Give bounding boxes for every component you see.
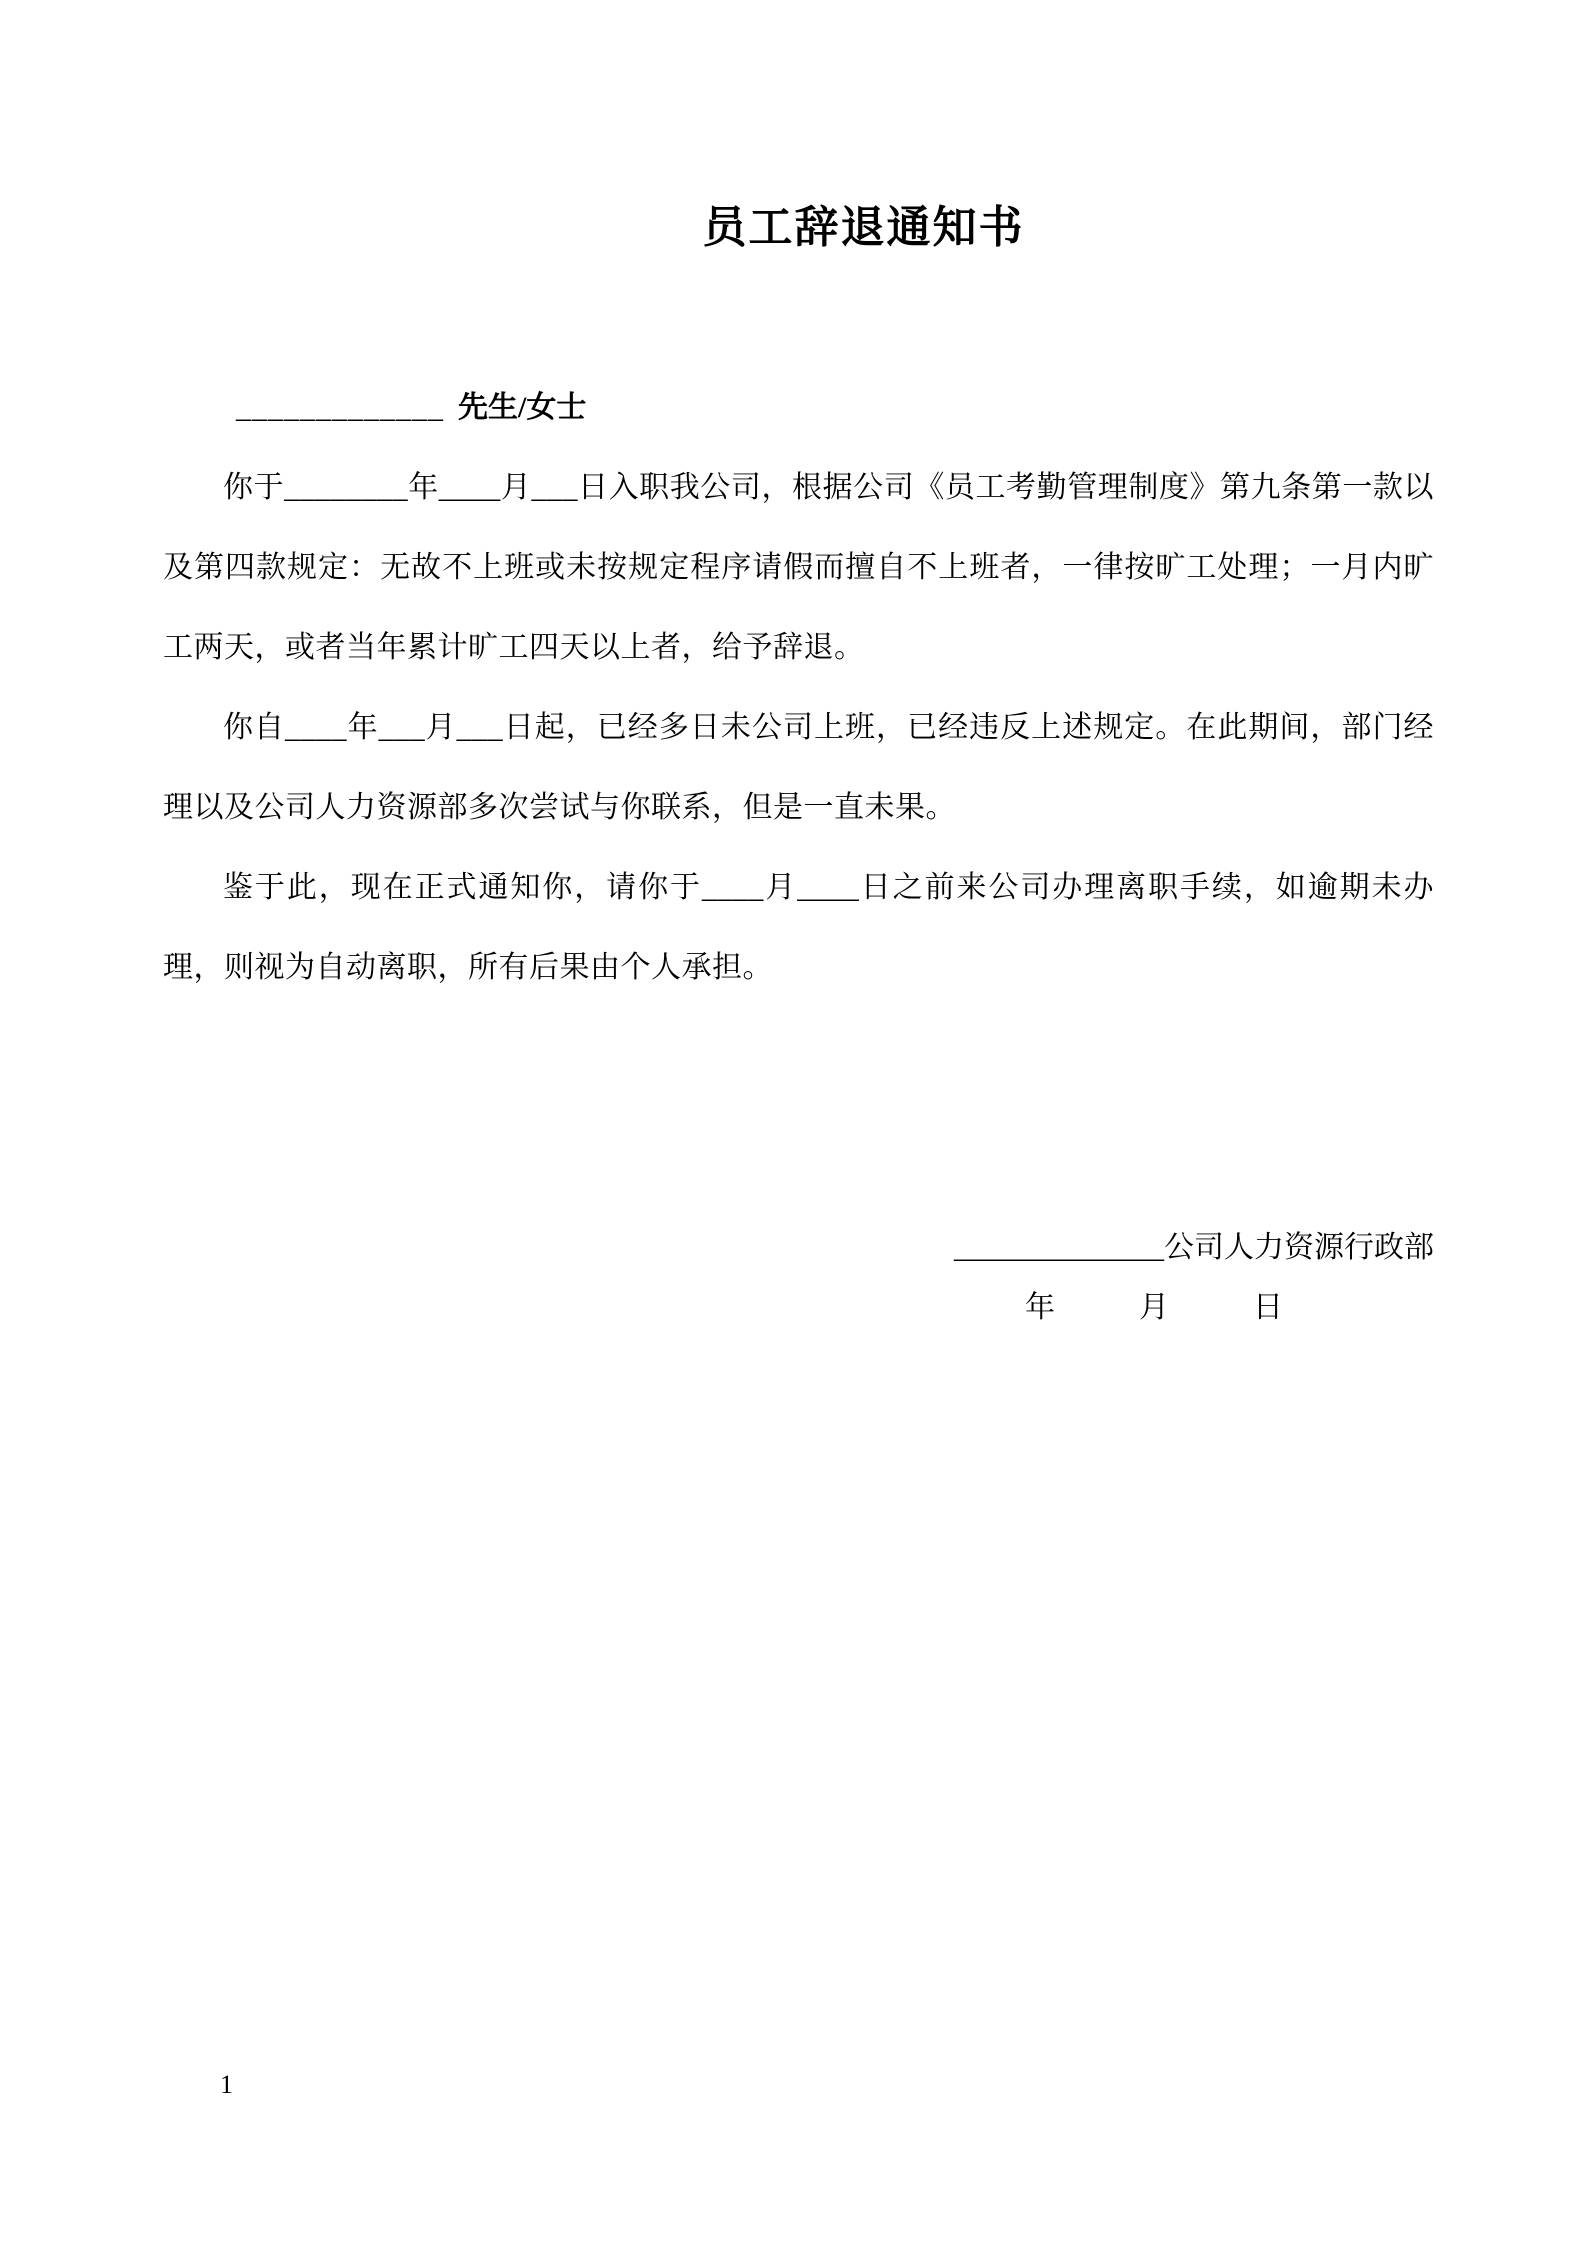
paragraph-notice-and-deadline: 鉴于此，现在正式通知你，请你于____月____日之前来公司办理离职手续，如逾期未办理，则视为自动离职，所有后果由个人承担。	[163, 871, 1434, 984]
date-day-label: 日	[1253, 1291, 1283, 1324]
date-month-label: 月	[1139, 1291, 1169, 1324]
signature-line	[874, 1218, 1434, 1278]
date-year-label: 年	[1025, 1291, 1055, 1324]
signature-date-line	[874, 1278, 1434, 1338]
document-content	[163, 0, 1434, 1338]
document-title: 员工辞退通知书	[702, 203, 1025, 252]
salutation-line	[163, 368, 1434, 448]
page-number: 1	[220, 2070, 233, 2099]
signature-block	[874, 1218, 1434, 1338]
signature-department: 公司人力资源行政部	[1164, 1231, 1434, 1264]
salutation-label: 先生/女士	[458, 391, 587, 424]
signature-blank: ______________	[954, 1231, 1164, 1264]
recipient-name-blank: _____________	[236, 391, 444, 424]
paragraph-employment-and-policy: 你于________年____月___日入职我公司，根据公司《员工考勤管理制度》第九条第一款以及第四款规定：无故不上班或未按规定程序请假而擅自不上班者，一律按旷工处理；一月内旷工两天，或者当年累计旷工四天以上者，给予辞退。	[163, 471, 1434, 664]
paragraph-absence-statement: 你自____年___月___日起，已经多日未公司上班，已经违反上述规定。在此期间，部门经理以及公司人力资源部多次尝试与你联系，但是一直未果。	[163, 711, 1434, 824]
